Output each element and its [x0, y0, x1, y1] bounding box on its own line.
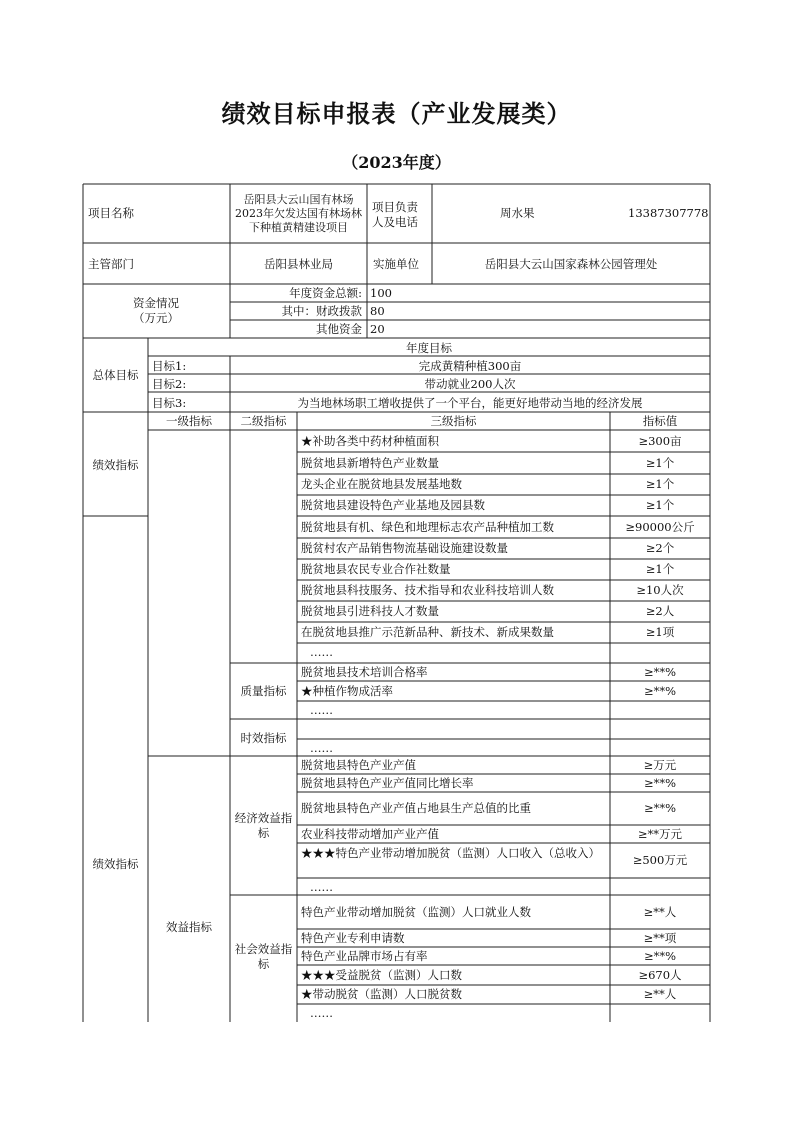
indicator-value: ≥1个 [645, 456, 675, 470]
indicator-name: 脱贫地县农民专业合作社数量 [301, 562, 451, 576]
goal-3-text: 为当地林场职工增收提供了一个平台，能更好地带动当地的经济发展 [297, 396, 643, 410]
indicator-name: 脱贫地县科技服务、技术指导和农业科技培训人数 [301, 583, 554, 597]
department-label: 主管部门 [88, 257, 134, 271]
indicator-name: 农业科技带动增加产业产值 [301, 827, 439, 841]
perf-indicator-label-1: 绩效指标 [92, 458, 139, 472]
indicator-ellipsis: …… [310, 645, 333, 659]
indicator-value: ≥1个 [645, 498, 675, 512]
indicator-name: ★种植作物成活率 [301, 684, 393, 698]
funds-total-label: 年度资金总额: [289, 286, 362, 300]
economic-benefit-label: 经济效益指标 [234, 811, 293, 840]
indicator-value: ≥90000公斤 [625, 520, 695, 534]
indicator-name: ★补助各类中药材种植面积 [301, 434, 439, 448]
page-title: 绩效目标申报表（产业发展类） [221, 99, 572, 128]
indicator-value: ≥万元 [643, 758, 677, 772]
indicator-value: ≥**万元 [637, 827, 683, 841]
indicator-name: 脱贫地县特色产业产值同比增长率 [301, 776, 474, 790]
project-leader-phone: 13387307778 [628, 206, 709, 220]
indicator-value: ≥300亩 [638, 434, 682, 448]
annual-goal-header: 年度目标 [406, 341, 452, 355]
indicator-value: ≥670人 [638, 968, 682, 982]
header-level2: 二级指标 [240, 414, 287, 428]
funds-total-value: 100 [370, 286, 392, 300]
overall-goal-label: 总体目标 [92, 368, 139, 382]
indicator-value: ≥**% [643, 776, 677, 790]
indicator-value: ≥2人 [645, 604, 675, 618]
indicator-value: ≥**人 [643, 905, 677, 919]
page-subtitle-year: （2023年度） [342, 153, 451, 172]
indicator-name: 特色产业带动增加脱贫（监测）人口就业人数 [301, 905, 531, 919]
indicator-name: 脱贫地县特色产业产值占地县生产总值的比重 [301, 801, 531, 815]
indicator-name: 脱贫地县有机、绿色和地理标志农产品种植加工数 [301, 520, 554, 534]
indicator-value: ≥10人次 [636, 583, 684, 597]
funds-other-value: 20 [370, 322, 385, 336]
indicator-value: ≥**人 [643, 987, 677, 1001]
indicator-name: 脱贫地县特色产业产值 [301, 758, 416, 772]
indicator-name: 脱贫地县新增特色产业数量 [301, 456, 439, 470]
indicator-name: ★带动脱贫（监测）人口脱贫数 [301, 987, 462, 1001]
social-benefit-label: 社会效益指标 [234, 942, 293, 971]
indicator-value: ≥500万元 [632, 853, 688, 867]
project-leader-name: 周水果 [500, 206, 535, 220]
project-name-value: 岳阳县大云山国有林场2023年欠发达国有林场林下种植黄精建设项目 [235, 193, 362, 234]
goal-1-text: 完成黄精种植300亩 [418, 359, 522, 373]
indicator-value: ≥**% [643, 949, 677, 963]
indicator-ellipsis: …… [310, 880, 333, 894]
funds-other-label: 其他资金 [316, 322, 362, 336]
indicator-name: 脱贫地县引进科技人才数量 [301, 604, 439, 618]
perf-indicator-label-2: 绩效指标 [92, 857, 139, 871]
goal-2-label: 目标2: [152, 377, 187, 391]
indicator-value: ≥**项 [643, 931, 677, 945]
funds-label: 资金情况（万元） [133, 296, 179, 325]
indicator-name: 脱贫地县技术培训合格率 [301, 665, 428, 679]
header-level3: 三级指标 [430, 414, 477, 428]
indicator-value: ≥**% [643, 665, 677, 679]
indicator-name: 脱贫村农产品销售物流基础设施建设数量 [301, 541, 508, 555]
benefit-indicator-label: 效益指标 [166, 920, 212, 934]
implementer-value: 岳阳县大云山国家森林公园管理处 [484, 257, 658, 271]
indicator-value: ≥1个 [645, 477, 675, 491]
project-name-label: 项目名称 [88, 206, 134, 220]
indicator-value: ≥2个 [645, 541, 675, 555]
indicator-name: 特色产业品牌市场占有率 [301, 949, 428, 963]
goal-2-text: 带动就业200人次 [424, 377, 516, 391]
quality-indicator-label: 质量指标 [240, 684, 287, 698]
indicator-value: ≥**% [643, 684, 677, 698]
funds-fiscal-value: 80 [370, 304, 385, 318]
implementer-label: 实施单位 [373, 257, 419, 271]
goal-3-label: 目标3: [152, 396, 187, 410]
indicator-name: 龙头企业在脱贫地县发展基地数 [301, 477, 462, 491]
department-value: 岳阳县林业局 [264, 257, 333, 271]
indicator-name: 在脱贫地县推广示范新品种、新技术、新成果数量 [301, 625, 554, 639]
indicator-value: ≥1项 [645, 625, 675, 639]
indicator-name: 脱贫地县建设特色产业基地及园县数 [301, 498, 485, 512]
goal-1-label: 目标1: [152, 359, 187, 373]
indicator-ellipsis: …… [310, 741, 333, 755]
indicator-name: 特色产业专利申请数 [301, 931, 405, 945]
indicator-value: ≥**% [643, 801, 677, 815]
header-level1: 一级指标 [166, 414, 212, 428]
header-value: 指标值 [642, 414, 678, 428]
funds-fiscal-label: 其中：财政拨款 [281, 304, 362, 318]
indicator-name: ★★★受益脱贫（监测）人口数 [301, 968, 462, 982]
indicator-ellipsis: …… [310, 1006, 333, 1020]
indicator-value: ≥1个 [645, 562, 675, 576]
indicator-ellipsis: …… [310, 703, 333, 717]
timeliness-indicator-label: 时效指标 [240, 731, 287, 745]
project-leader-label: 项目负责人及电话 [372, 200, 418, 229]
indicator-name: ★★★特色产业带动增加脱贫（监测）人口收入（总收入） [301, 846, 600, 860]
